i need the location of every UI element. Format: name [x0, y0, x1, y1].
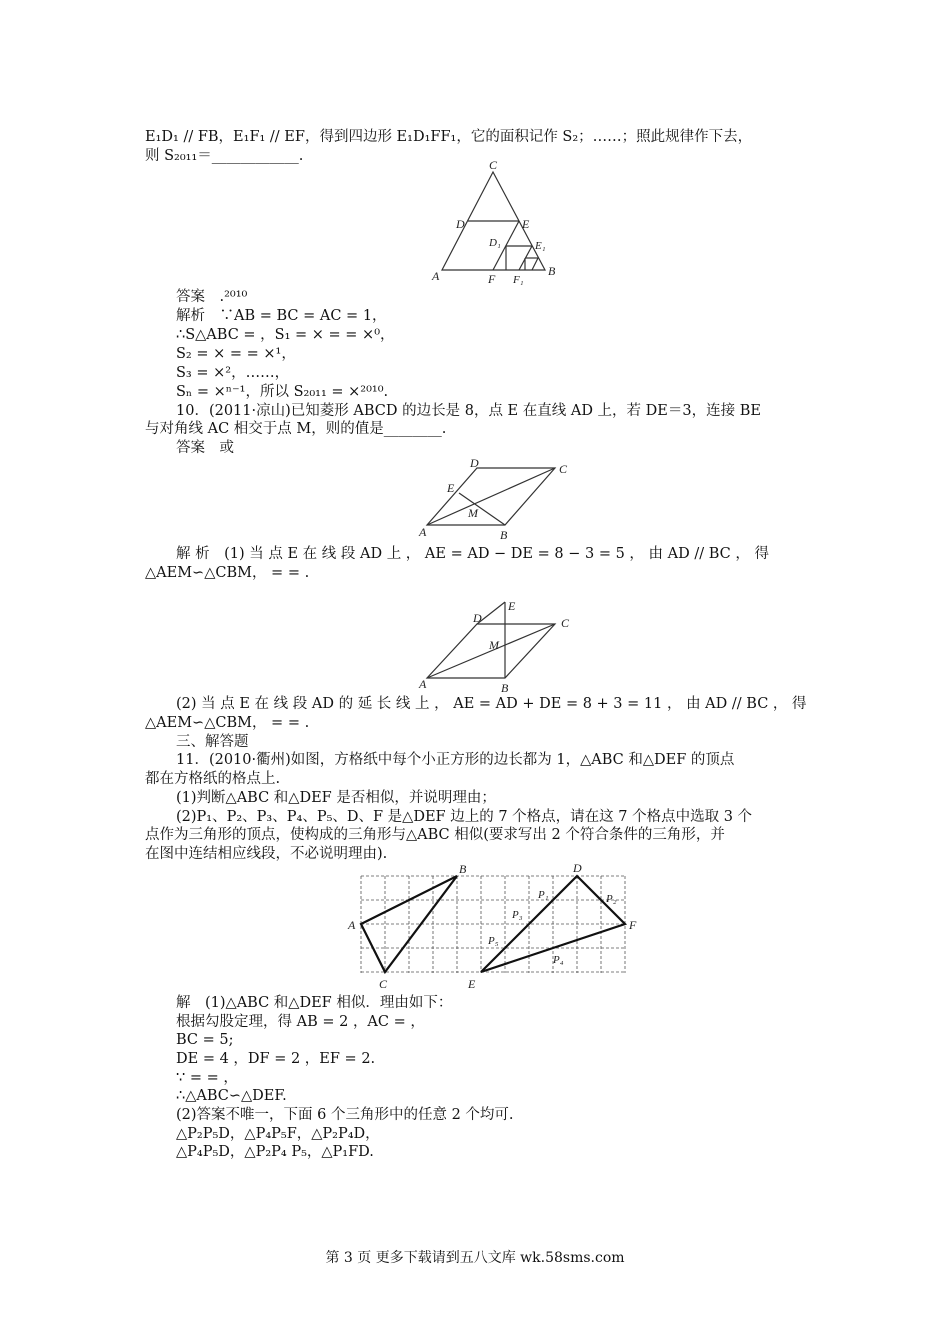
- text-line: △AEM∽△CBM， = = .: [145, 565, 310, 581]
- label-f: F: [488, 272, 496, 286]
- label-c: C: [561, 616, 570, 630]
- grid-figure: [340, 860, 650, 995]
- label-m: M: [489, 638, 499, 652]
- text-line: 解析 ∵AB = BC = AC = 1，: [176, 308, 387, 324]
- text-line: 在图中连结相应线段，不必说明理由).: [145, 846, 388, 862]
- question-11: 11．(2010·衢州)如图，方格纸中每个小正方形的边长都为 1，△ABC 和△DEF 的顶点: [176, 752, 735, 768]
- answer-line: 答案 .²⁰¹⁰: [176, 289, 248, 305]
- label-m: M: [468, 506, 478, 520]
- label-a: A: [419, 677, 427, 691]
- text-line: BC = 5;: [176, 1032, 234, 1048]
- label-c: C: [489, 160, 498, 172]
- label-e: E: [468, 977, 476, 991]
- page-footer: 第 3 页 更多下载请到五八文库 wk.58sms.com: [325, 1250, 625, 1266]
- label-b: B: [459, 862, 467, 876]
- label-d1: D₁: [489, 237, 501, 249]
- text-line: S₂ = × = = ×¹，: [176, 346, 296, 362]
- label-e: E: [447, 481, 455, 495]
- solution-line: 解 (1)△ABC 和△DEF 相似．理由如下：: [176, 995, 453, 1011]
- text-line: (1)判断△ABC 和△DEF 是否相似，并说明理由；: [176, 790, 496, 806]
- text-line: E₁D₁ // FB，E₁F₁ // EF，得到四边形 E₁D₁FF₁，它的面积记作 S₂；……；照此规律作下去，: [145, 129, 753, 145]
- section-heading: 三、解答题: [176, 734, 249, 750]
- text-line: 解 析 (1) 当 点 E 在 线 段 AD 上 ， AE = AD − DE = 8 − 3 = 5 ， 由 AD // BC ， 得: [176, 546, 769, 562]
- text-line: (2)答案不唯一，下面 6 个三角形中的任意 2 个均可.: [176, 1107, 514, 1123]
- question-10: 10．(2011·凉山)已知菱形 ABCD 的边长是 8，点 E 在直线 AD 上，若 DE＝3，连接 BE: [176, 403, 761, 419]
- label-a: A: [432, 269, 440, 283]
- text-line: DE = 4 ，DF = 2 ，EF = 2.: [176, 1051, 376, 1067]
- label-p3: P₃: [512, 909, 523, 921]
- text-line: (2)P₁、P₂、P₃、P₄、P₅、D、F 是△DEF 边上的 7 个格点，请在这 7 个格点中选取 3 个: [176, 809, 753, 825]
- label-f: F: [629, 918, 637, 932]
- label-b: B: [500, 528, 508, 542]
- label-c: C: [379, 977, 388, 991]
- text-line: Sₙ = ×ⁿ⁻¹，所以 S₂₀₁₁ = ×²⁰¹⁰.: [176, 384, 389, 400]
- text-line: 都在方格纸的格点上.: [145, 771, 281, 787]
- text-line: △P₄P₅D，△P₂P₄ P₅，△P₁FD.: [176, 1144, 374, 1160]
- text-line: ∴S△ABC = ，S₁ = × = = ×⁰，: [176, 327, 395, 343]
- label-p1: P₁: [538, 889, 549, 901]
- label-e: E: [508, 599, 516, 613]
- label-e: E: [522, 217, 530, 231]
- triangle-figure: [425, 160, 565, 290]
- text-line: 则 S₂₀₁₁＝____________.: [145, 148, 304, 164]
- label-a: A: [419, 525, 427, 539]
- label-d: D: [473, 611, 482, 625]
- label-p2: P₂: [606, 893, 617, 905]
- label-f1: F₁: [513, 274, 524, 286]
- text-line: 与对角线 AC 相交于点 M，则的值是________.: [145, 421, 447, 437]
- text-line: 根据勾股定理，得 AB = 2 ，AC = ，: [176, 1014, 425, 1030]
- text-line: (2) 当 点 E 在 线 段 AD 的 延 长 线 上 ， AE = AD + DE = 8 + 3 = 11 ， 由 AD // BC ， 得: [176, 696, 807, 712]
- label-d: D: [470, 458, 479, 470]
- text-line: △AEM∽△CBM， = = .: [145, 715, 310, 731]
- label-b: B: [548, 264, 556, 278]
- text-line: △P₂P₅D，△P₄P₅F，△P₂P₄D，: [176, 1126, 380, 1142]
- rhombus-figure-2: [415, 598, 580, 698]
- text-line: 点作为三角形的顶点，使构成的三角形与△ABC 相似(要求写出 2 个符合条件的三角形，并: [145, 827, 725, 843]
- text-line: ∴△ABC∽△DEF.: [176, 1088, 287, 1104]
- text-line: ∵ = = ，: [176, 1070, 238, 1086]
- label-e1: E₁: [535, 240, 546, 252]
- label-c: C: [559, 462, 568, 476]
- label-a: A: [348, 918, 356, 932]
- label-d: D: [456, 217, 465, 231]
- label-d: D: [573, 861, 582, 875]
- label-b: B: [501, 681, 509, 695]
- rhombus-figure-1: [415, 458, 575, 543]
- answer-line: 答案 或: [176, 440, 234, 456]
- label-p4: P₄: [553, 954, 564, 966]
- text-line: S₃ = ×²，……，: [176, 365, 290, 381]
- label-p5: P₅: [488, 935, 499, 947]
